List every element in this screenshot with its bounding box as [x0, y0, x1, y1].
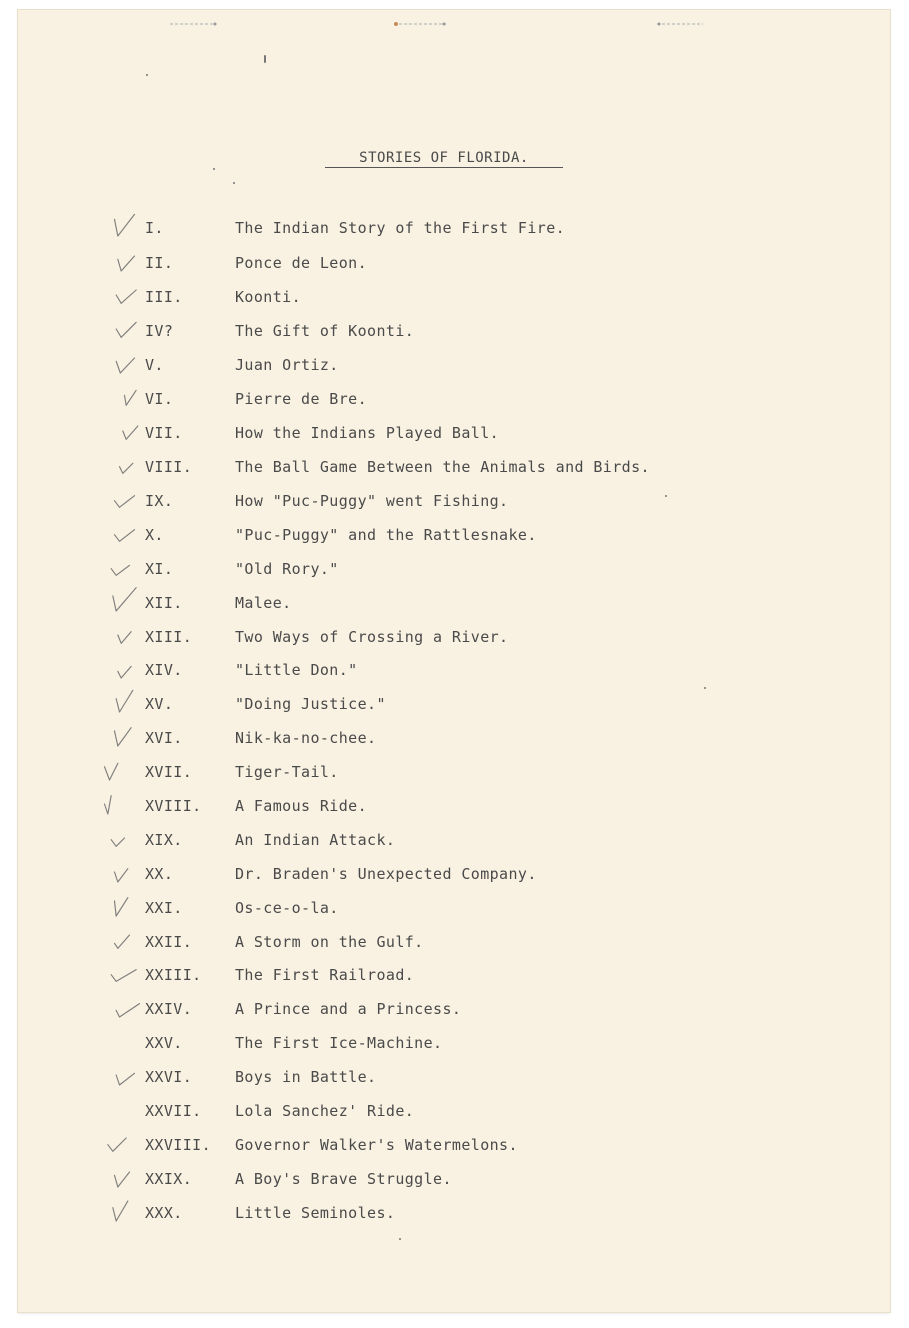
- pencil-checkmark-icon: [102, 925, 142, 955]
- chapter-numeral: XIV.: [145, 661, 183, 679]
- pencil-checkmark-icon: [102, 586, 142, 616]
- list-item: [0, 492, 860, 514]
- chapter-numeral: XVI.: [145, 729, 183, 747]
- pencil-checkmark-icon: [102, 755, 142, 785]
- chapter-title: Governor Walker's Watermelons.: [235, 1136, 518, 1154]
- staple-mark-right: [655, 20, 705, 27]
- pencil-checkmark-icon: [102, 789, 142, 819]
- chapter-numeral: XVIII.: [145, 797, 202, 815]
- chapter-numeral: XXIV.: [145, 1000, 193, 1018]
- list-item: [0, 288, 860, 310]
- chapter-numeral: XXII.: [145, 933, 193, 951]
- chapter-numeral: II.: [145, 254, 174, 272]
- chapter-numeral: XXI.: [145, 899, 183, 917]
- list-item: [0, 356, 860, 378]
- chapter-numeral: XII.: [145, 594, 183, 612]
- list-item: [0, 1204, 860, 1226]
- chapter-title: Little Seminoles.: [235, 1204, 396, 1222]
- pencil-checkmark-icon: [102, 1060, 142, 1090]
- chapter-title: "Puc-Puggy" and the Rattlesnake.: [235, 526, 537, 544]
- chapter-numeral: XIX.: [145, 831, 183, 849]
- pencil-checkmark-icon: [102, 246, 142, 276]
- list-item: [0, 424, 860, 446]
- pencil-checkmark-icon: [102, 857, 142, 887]
- chapter-title: Two Ways of Crossing a River.: [235, 628, 509, 646]
- chapter-title: How "Puc-Puggy" went Fishing.: [235, 492, 509, 510]
- pencil-checkmark-icon: [102, 653, 142, 683]
- list-item: [0, 831, 860, 853]
- pencil-checkmark-icon: [102, 992, 142, 1022]
- list-item: [0, 661, 860, 683]
- list-item: [0, 1068, 860, 1090]
- pencil-checkmark-icon: [102, 1196, 142, 1226]
- chapter-numeral: XXVII.: [145, 1102, 202, 1120]
- list-item: [0, 219, 860, 241]
- chapter-numeral: IX.: [145, 492, 174, 510]
- pencil-checkmark-icon: [102, 211, 142, 241]
- list-item: [0, 560, 860, 582]
- list-item: [0, 1136, 860, 1158]
- chapter-title: Ponce de Leon.: [235, 254, 368, 272]
- list-item: [0, 254, 860, 276]
- chapter-numeral: VIII.: [145, 458, 193, 476]
- list-item: [0, 390, 860, 412]
- chapter-title: Nik-ka-no-chee.: [235, 729, 377, 747]
- list-item: [0, 628, 860, 650]
- list-item: [0, 729, 860, 751]
- ink-speck: [264, 55, 266, 63]
- pencil-checkmark-icon: [102, 518, 142, 548]
- list-item: [0, 933, 860, 955]
- list-item: [0, 1034, 860, 1056]
- list-item: [0, 763, 860, 785]
- pencil-checkmark-icon: [102, 891, 142, 921]
- staple-mark-center: [392, 20, 448, 27]
- pencil-checkmark-icon: [102, 958, 142, 988]
- pencil-checkmark-icon: [102, 687, 142, 717]
- pencil-checkmark-icon: [102, 450, 142, 480]
- chapter-numeral: XI.: [145, 560, 174, 578]
- page-title: STORIES OF FLORIDA.: [325, 149, 563, 168]
- pencil-checkmark-icon: [102, 1128, 142, 1158]
- chapter-numeral: XXX.: [145, 1204, 183, 1222]
- pencil-checkmark-icon: [102, 552, 142, 582]
- ink-speck: [704, 687, 706, 689]
- chapter-title: Malee.: [235, 594, 292, 612]
- chapter-title: Dr. Braden's Unexpected Company.: [235, 865, 537, 883]
- chapter-title: Koonti.: [235, 288, 302, 306]
- chapter-title: The First Ice-Machine.: [235, 1034, 443, 1052]
- chapter-numeral: XIII.: [145, 628, 193, 646]
- list-item: [0, 526, 860, 548]
- list-item: [0, 458, 860, 480]
- chapter-title: Pierre de Bre.: [235, 390, 368, 408]
- pencil-checkmark-icon: [102, 314, 142, 344]
- chapter-numeral: I.: [145, 219, 164, 237]
- list-item: [0, 899, 860, 921]
- ink-speck: [233, 182, 235, 184]
- chapter-numeral: V.: [145, 356, 164, 374]
- chapter-title: "Little Don.": [235, 661, 358, 679]
- chapter-title: Os-ce-o-la.: [235, 899, 339, 917]
- chapter-title: The Gift of Koonti.: [235, 322, 415, 340]
- chapter-numeral: IV?: [145, 322, 174, 340]
- list-item: [0, 797, 860, 819]
- chapter-numeral: XV.: [145, 695, 174, 713]
- chapter-numeral: XVII.: [145, 763, 193, 781]
- chapter-title: "Old Rory.": [235, 560, 339, 578]
- chapter-title: A Famous Ride.: [235, 797, 368, 815]
- chapter-title: The Indian Story of the First Fire.: [235, 219, 566, 237]
- chapter-numeral: XXVIII.: [145, 1136, 212, 1154]
- chapter-numeral: III.: [145, 288, 183, 306]
- ink-speck: [399, 1238, 401, 1240]
- chapter-numeral: X.: [145, 526, 164, 544]
- list-item: [0, 594, 860, 616]
- staple-mark-left: [168, 20, 218, 27]
- pencil-checkmark-icon: [102, 348, 142, 378]
- ink-speck: [146, 74, 148, 76]
- pencil-checkmark-icon: [102, 620, 142, 650]
- chapter-title: Juan Ortiz.: [235, 356, 339, 374]
- chapter-numeral: XX.: [145, 865, 174, 883]
- list-item: [0, 322, 860, 344]
- chapter-numeral: XXIX.: [145, 1170, 193, 1188]
- list-item: [0, 966, 860, 988]
- pencil-checkmark-icon: [102, 280, 142, 310]
- list-item: [0, 1000, 860, 1022]
- chapter-title: Lola Sanchez' Ride.: [235, 1102, 415, 1120]
- chapter-numeral: XXVI.: [145, 1068, 193, 1086]
- chapter-title: An Indian Attack.: [235, 831, 396, 849]
- list-item: [0, 1170, 860, 1192]
- list-item: [0, 695, 860, 717]
- pencil-checkmark-icon: [102, 416, 142, 446]
- chapter-numeral: XXIII.: [145, 966, 202, 984]
- chapter-title: "Doing Justice.": [235, 695, 386, 713]
- pencil-checkmark-icon: [102, 382, 142, 412]
- chapter-numeral: VI.: [145, 390, 174, 408]
- chapter-title: The Ball Game Between the Animals and Birds.: [235, 458, 650, 476]
- chapter-title: How the Indians Played Ball.: [235, 424, 500, 442]
- pencil-checkmark-icon: [102, 823, 142, 853]
- chapter-title: Tiger-Tail.: [235, 763, 339, 781]
- chapter-numeral: XXV.: [145, 1034, 183, 1052]
- list-item: [0, 865, 860, 887]
- chapter-title: A Storm on the Gulf.: [235, 933, 424, 951]
- ink-speck: [213, 168, 215, 170]
- chapter-title: The First Railroad.: [235, 966, 415, 984]
- chapter-title: A Boy's Brave Struggle.: [235, 1170, 452, 1188]
- list-item: [0, 1102, 860, 1124]
- pencil-checkmark-icon: [102, 484, 142, 514]
- chapter-numeral: VII.: [145, 424, 183, 442]
- pencil-checkmark-icon: [102, 721, 142, 751]
- pencil-checkmark-icon: [102, 1162, 142, 1192]
- chapter-title: A Prince and a Princess.: [235, 1000, 462, 1018]
- chapter-title: Boys in Battle.: [235, 1068, 377, 1086]
